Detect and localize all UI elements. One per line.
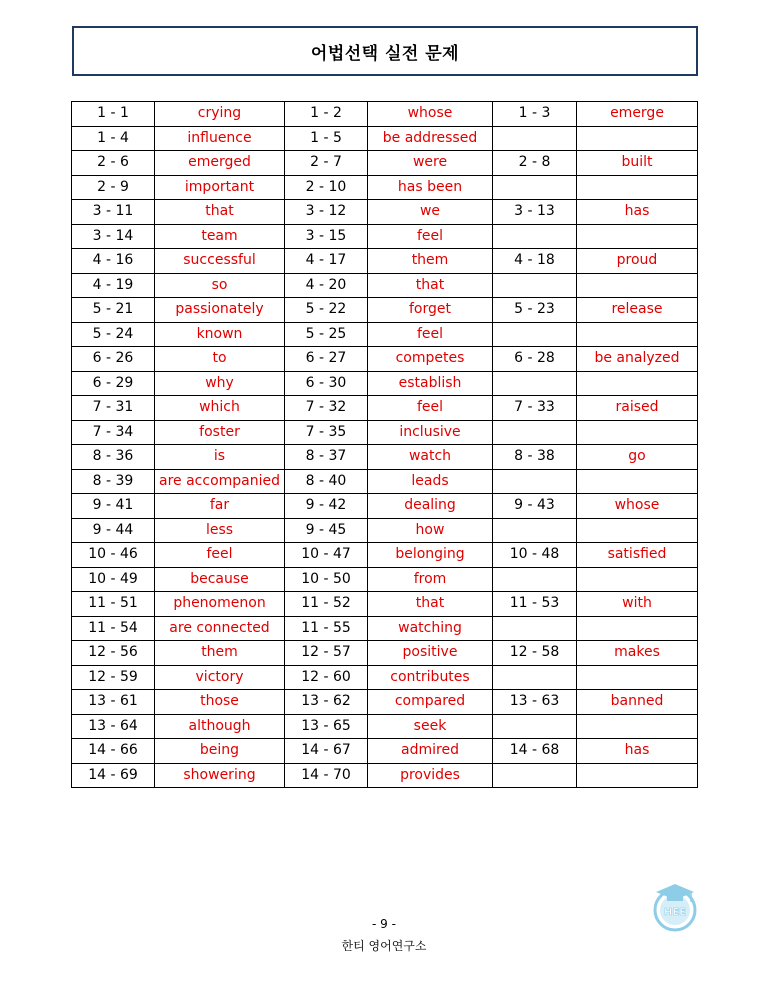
answer-cell: forget: [368, 298, 493, 323]
table-row: [72, 445, 698, 470]
answer-cell: how: [368, 518, 493, 543]
question-number-cell: 3 - 15: [285, 224, 368, 249]
answer-table-body: [72, 102, 698, 788]
table-row: [72, 200, 698, 225]
question-number-cell: 8 - 37: [285, 445, 368, 470]
answer-cell: important: [155, 175, 285, 200]
question-number-cell: 13 - 65: [285, 714, 368, 739]
answer-cell: establish: [368, 371, 493, 396]
question-number-cell: 14 - 68: [493, 739, 577, 764]
question-number-cell: [493, 665, 577, 690]
question-number-cell: 5 - 24: [72, 322, 155, 347]
answer-cell: release: [577, 298, 698, 323]
table-row: [72, 249, 698, 274]
question-number-cell: 10 - 50: [285, 567, 368, 592]
answer-cell: has: [577, 200, 698, 225]
question-number-cell: 4 - 19: [72, 273, 155, 298]
answer-cell: emerge: [577, 102, 698, 127]
question-number-cell: [493, 518, 577, 543]
table-row: [72, 322, 698, 347]
table-row: [72, 102, 698, 127]
table-row: [72, 151, 698, 176]
answer-cell: competes: [368, 347, 493, 372]
answer-cell: [577, 665, 698, 690]
answer-cell: admired: [368, 739, 493, 764]
question-number-cell: 14 - 70: [285, 763, 368, 788]
answer-cell: being: [155, 739, 285, 764]
answer-cell: built: [577, 151, 698, 176]
question-number-cell: [493, 371, 577, 396]
answer-cell: watch: [368, 445, 493, 470]
answer-cell: feel: [155, 543, 285, 568]
answer-cell: [577, 126, 698, 151]
question-number-cell: 1 - 5: [285, 126, 368, 151]
question-number-cell: 10 - 46: [72, 543, 155, 568]
question-number-cell: 1 - 1: [72, 102, 155, 127]
answer-cell: phenomenon: [155, 592, 285, 617]
table-row: [72, 518, 698, 543]
table-row: [72, 714, 698, 739]
answer-cell: to: [155, 347, 285, 372]
question-number-cell: 13 - 64: [72, 714, 155, 739]
question-number-cell: 14 - 66: [72, 739, 155, 764]
question-number-cell: 11 - 54: [72, 616, 155, 641]
question-number-cell: 7 - 32: [285, 396, 368, 421]
question-number-cell: 12 - 60: [285, 665, 368, 690]
table-row: [72, 224, 698, 249]
answer-cell: provides: [368, 763, 493, 788]
answer-cell: has: [577, 739, 698, 764]
question-number-cell: 7 - 33: [493, 396, 577, 421]
question-number-cell: 10 - 48: [493, 543, 577, 568]
question-number-cell: 8 - 38: [493, 445, 577, 470]
table-row: [72, 690, 698, 715]
table-row: [72, 396, 698, 421]
answer-cell: far: [155, 494, 285, 519]
answer-cell: be analyzed: [577, 347, 698, 372]
answer-cell: so: [155, 273, 285, 298]
table-row: [72, 641, 698, 666]
answer-cell: are accompanied: [155, 469, 285, 494]
question-number-cell: [493, 273, 577, 298]
question-number-cell: [493, 763, 577, 788]
answer-cell: team: [155, 224, 285, 249]
question-number-cell: 4 - 17: [285, 249, 368, 274]
table-row: [72, 298, 698, 323]
answer-cell: with: [577, 592, 698, 617]
question-number-cell: 3 - 13: [493, 200, 577, 225]
question-number-cell: 14 - 67: [285, 739, 368, 764]
answer-cell: is: [155, 445, 285, 470]
question-number-cell: 9 - 42: [285, 494, 368, 519]
answer-cell: be addressed: [368, 126, 493, 151]
answer-cell: we: [368, 200, 493, 225]
question-number-cell: 7 - 34: [72, 420, 155, 445]
answer-cell: whose: [368, 102, 493, 127]
question-number-cell: 12 - 58: [493, 641, 577, 666]
question-number-cell: 3 - 12: [285, 200, 368, 225]
question-number-cell: 6 - 26: [72, 347, 155, 372]
question-number-cell: 4 - 16: [72, 249, 155, 274]
question-number-cell: 2 - 8: [493, 151, 577, 176]
answer-cell: less: [155, 518, 285, 543]
question-number-cell: 2 - 10: [285, 175, 368, 200]
answer-cell: [577, 567, 698, 592]
question-number-cell: 9 - 45: [285, 518, 368, 543]
answer-cell: although: [155, 714, 285, 739]
question-number-cell: 6 - 29: [72, 371, 155, 396]
table-row: [72, 469, 698, 494]
question-number-cell: 5 - 23: [493, 298, 577, 323]
question-number-cell: [493, 175, 577, 200]
table-row: [72, 567, 698, 592]
table-row: [72, 420, 698, 445]
question-number-cell: 10 - 47: [285, 543, 368, 568]
table-row: [72, 371, 698, 396]
question-number-cell: 8 - 36: [72, 445, 155, 470]
question-number-cell: 1 - 3: [493, 102, 577, 127]
answer-cell: dealing: [368, 494, 493, 519]
question-number-cell: [493, 714, 577, 739]
answer-cell: [577, 224, 698, 249]
answer-cell: were: [368, 151, 493, 176]
question-number-cell: 9 - 41: [72, 494, 155, 519]
answer-cell: feel: [368, 396, 493, 421]
question-number-cell: 3 - 11: [72, 200, 155, 225]
question-number-cell: 3 - 14: [72, 224, 155, 249]
question-number-cell: 8 - 39: [72, 469, 155, 494]
answer-cell: successful: [155, 249, 285, 274]
question-number-cell: [493, 224, 577, 249]
answer-cell: raised: [577, 396, 698, 421]
question-number-cell: 10 - 49: [72, 567, 155, 592]
page-title: 어법선택 실전 문제: [310, 43, 460, 64]
question-number-cell: 7 - 35: [285, 420, 368, 445]
answer-cell: feel: [368, 322, 493, 347]
question-number-cell: 11 - 52: [285, 592, 368, 617]
question-number-cell: 12 - 56: [72, 641, 155, 666]
answer-cell: feel: [368, 224, 493, 249]
question-number-cell: [493, 126, 577, 151]
answer-cell: satisfied: [577, 543, 698, 568]
answer-cell: that: [368, 592, 493, 617]
answer-cell: [577, 175, 698, 200]
question-number-cell: [493, 616, 577, 641]
answer-cell: influence: [155, 126, 285, 151]
answer-cell: [577, 420, 698, 445]
question-number-cell: [493, 420, 577, 445]
answer-cell: those: [155, 690, 285, 715]
answer-cell: leads: [368, 469, 493, 494]
answer-cell: are connected: [155, 616, 285, 641]
answer-cell: whose: [577, 494, 698, 519]
answer-cell: that: [155, 200, 285, 225]
answer-cell: proud: [577, 249, 698, 274]
answer-cell: showering: [155, 763, 285, 788]
answer-cell: foster: [155, 420, 285, 445]
answer-cell: them: [368, 249, 493, 274]
table-row: [72, 763, 698, 788]
answer-cell: emerged: [155, 151, 285, 176]
logo-text: HEE: [663, 907, 687, 918]
answer-cell: has been: [368, 175, 493, 200]
answer-cell: watching: [368, 616, 493, 641]
question-number-cell: [493, 322, 577, 347]
table-row: [72, 494, 698, 519]
question-number-cell: 11 - 53: [493, 592, 577, 617]
answer-cell: which: [155, 396, 285, 421]
question-number-cell: 9 - 44: [72, 518, 155, 543]
question-number-cell: 5 - 21: [72, 298, 155, 323]
question-number-cell: 5 - 22: [285, 298, 368, 323]
answer-cell: from: [368, 567, 493, 592]
table-row: [72, 592, 698, 617]
title-box: [72, 26, 698, 76]
answer-cell: because: [155, 567, 285, 592]
answer-cell: [577, 763, 698, 788]
answer-cell: makes: [577, 641, 698, 666]
footer-text: 한티 영어연구소: [341, 939, 427, 953]
question-number-cell: 9 - 43: [493, 494, 577, 519]
answer-cell: banned: [577, 690, 698, 715]
answer-cell: [577, 469, 698, 494]
question-number-cell: 2 - 6: [72, 151, 155, 176]
answer-cell: crying: [155, 102, 285, 127]
table-row: [72, 347, 698, 372]
answer-cell: go: [577, 445, 698, 470]
question-number-cell: 12 - 59: [72, 665, 155, 690]
question-number-cell: 13 - 61: [72, 690, 155, 715]
table-row: [72, 543, 698, 568]
question-number-cell: 4 - 18: [493, 249, 577, 274]
question-number-cell: 7 - 31: [72, 396, 155, 421]
answer-cell: passionately: [155, 298, 285, 323]
answer-cell: belonging: [368, 543, 493, 568]
answer-cell: contributes: [368, 665, 493, 690]
table-row: [72, 175, 698, 200]
answer-cell: [577, 616, 698, 641]
question-number-cell: 6 - 27: [285, 347, 368, 372]
answer-cell: victory: [155, 665, 285, 690]
question-number-cell: 8 - 40: [285, 469, 368, 494]
answer-cell: compared: [368, 690, 493, 715]
question-number-cell: 4 - 20: [285, 273, 368, 298]
page-number: - 9 -: [372, 917, 396, 931]
answer-cell: [577, 322, 698, 347]
question-number-cell: 6 - 28: [493, 347, 577, 372]
answer-cell: [577, 518, 698, 543]
answer-cell: positive: [368, 641, 493, 666]
answer-cell: that: [368, 273, 493, 298]
question-number-cell: 11 - 55: [285, 616, 368, 641]
question-number-cell: 2 - 7: [285, 151, 368, 176]
answer-table: [71, 101, 698, 788]
question-number-cell: [493, 469, 577, 494]
question-number-cell: 13 - 62: [285, 690, 368, 715]
question-number-cell: 1 - 2: [285, 102, 368, 127]
table-row: [72, 126, 698, 151]
question-number-cell: 2 - 9: [72, 175, 155, 200]
answer-cell: [577, 273, 698, 298]
question-number-cell: 12 - 57: [285, 641, 368, 666]
answer-cell: [577, 714, 698, 739]
table-row: [72, 665, 698, 690]
question-number-cell: 5 - 25: [285, 322, 368, 347]
question-number-cell: 1 - 4: [72, 126, 155, 151]
graduation-cap-logo-icon: [650, 880, 700, 932]
table-row: [72, 616, 698, 641]
question-number-cell: [493, 567, 577, 592]
table-row: [72, 273, 698, 298]
table-row: [72, 739, 698, 764]
question-number-cell: 11 - 51: [72, 592, 155, 617]
answer-cell: inclusive: [368, 420, 493, 445]
question-number-cell: 6 - 30: [285, 371, 368, 396]
answer-cell: them: [155, 641, 285, 666]
answer-cell: [577, 371, 698, 396]
answer-cell: seek: [368, 714, 493, 739]
question-number-cell: 14 - 69: [72, 763, 155, 788]
answer-cell: known: [155, 322, 285, 347]
question-number-cell: 13 - 63: [493, 690, 577, 715]
answer-cell: why: [155, 371, 285, 396]
